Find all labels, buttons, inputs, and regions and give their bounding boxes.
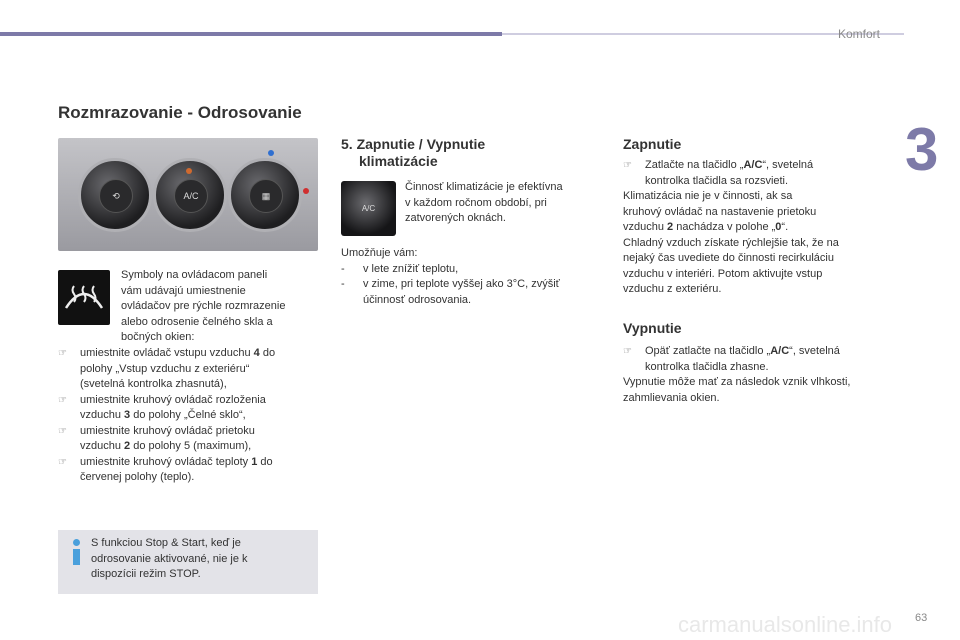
section-label: Komfort (838, 27, 881, 41)
hot-dot (303, 188, 309, 194)
step-item (58, 424, 318, 455)
step-text: umiestnite kruhový ovládač rozloženia (80, 393, 266, 406)
distribution-knob (78, 158, 152, 232)
step-text: umiestnite kruhový ovládač teploty (80, 455, 252, 468)
step-text: Opäť zatlačte na tlačidlo „ (645, 345, 771, 357)
step-text: “, svetelná (789, 345, 840, 357)
on-line: vzduchu v interiéri. Potom aktivujte vstup (623, 267, 823, 280)
defrost-intro (121, 268, 321, 346)
info-icon (72, 539, 80, 565)
off-heading: Vypnutie (623, 320, 682, 336)
info-box (58, 530, 318, 594)
watermark: carmanualsonline.info (678, 612, 893, 637)
step-text: kontrolka tlačidla sa rozsvieti. (645, 174, 789, 187)
intro-line: bočných okien: (121, 331, 195, 343)
info-text (91, 536, 311, 583)
on-line: vzduchu (623, 221, 668, 233)
step-text: kontrolka tlačidla zhasne. (645, 360, 769, 373)
page-title: Rozmrazovanie - Odrosovanie (58, 103, 302, 122)
ac-button-icon: A/C (174, 179, 208, 213)
off-step (623, 344, 893, 375)
pointer-icon: ☞ (623, 160, 632, 171)
intro-line: ovládačov pre rýchle rozmrazenie (121, 300, 286, 312)
ac-description (405, 180, 595, 227)
on-section (623, 158, 893, 298)
ac-label: A/C (743, 159, 763, 171)
benefit-item: - v zime, pri teplote vyššej ako 3°C, zvýšiť účinnosť odrosovania. (341, 277, 601, 308)
rear-defrost-icon: ▦ (249, 179, 283, 213)
step-text: (svetelná kontrolka zhasnutá), (80, 378, 227, 390)
benefit-item: - v lete znížiť teplotu, (341, 262, 459, 275)
ac-label: A/C (770, 345, 790, 357)
off-line: zahmlievania okien. (623, 391, 720, 404)
desc-line: Činnosť klimatizácie je efektívna (405, 181, 563, 193)
benefit-text: účinnosť odrosovania. (363, 293, 472, 306)
step-item (58, 346, 318, 393)
pointer-icon: ☞ (58, 425, 67, 437)
on-heading: Zapnutie (623, 136, 682, 152)
step-text: vzduchu (80, 409, 125, 421)
step-number: 2 (124, 440, 131, 452)
off-section (623, 344, 893, 406)
defrost-steps (58, 346, 318, 486)
step-item (58, 393, 318, 424)
pointer-icon: ☞ (58, 348, 67, 359)
step-text: vzduchu (80, 440, 125, 452)
on-line: vzduchu z exteriéru. (623, 283, 722, 295)
intro-line: vám udávajú umiestnenie (121, 284, 246, 297)
climate-panel-image (58, 138, 318, 251)
step-text: do (259, 347, 276, 359)
off-line: Vypnutie môže mať za následok vznik vlhkosti, (623, 376, 851, 388)
ac-section-heading (341, 136, 485, 170)
pointer-icon: ☞ (58, 456, 67, 468)
info-line: odrosovanie aktivované, nie je k (91, 552, 248, 565)
step-text: červenej polohy (teplo). (80, 471, 195, 483)
step-number: 0 (775, 221, 782, 233)
desc-line: zatvorených oknách. (405, 212, 506, 224)
page-number: 63 (915, 612, 928, 624)
benefit-text: v zime, pri teplote vyššej ako 3°C, zvýšiť (363, 278, 560, 290)
on-line: Chladný vzduch získate rýchlejšie tak, že na (623, 236, 839, 249)
step-text: “, svetelná (762, 159, 814, 171)
info-line: S funkciou Stop & Start, keď je (91, 537, 241, 549)
windscreen-defrost-icon (58, 270, 110, 325)
pointer-icon: ☞ (58, 394, 67, 406)
step-text: polohy „Vstup vzduchu z exteriéru“ (80, 362, 250, 375)
ac-benefits (341, 246, 601, 308)
benefit-text: v lete znížiť teplotu, (363, 262, 459, 275)
ac-indicator-dot (186, 168, 192, 174)
step-text: Zatlačte na tlačidlo „ (645, 159, 744, 171)
intro-line: Symboly na ovládacom paneli (121, 269, 268, 281)
cold-dot (268, 150, 274, 156)
on-line: nejaký čas uvediete do činnosti recirkuláciu (623, 252, 834, 264)
heading-line: 5. Zapnutie / Vypnutie (341, 136, 486, 152)
step-number: 2 (667, 221, 674, 233)
step-number: 4 (253, 347, 260, 359)
allows-text: Umožňuje vám: (341, 247, 418, 259)
step-item (58, 455, 318, 486)
step-text: do polohy 5 (maximum), (130, 440, 252, 452)
pointer-icon: ☞ (623, 346, 632, 357)
step-text: do (257, 455, 273, 468)
on-line: “. (781, 221, 789, 233)
on-line: kruhový ovládač na nastavenie prietoku (623, 205, 817, 218)
ac-button-image: A/C (341, 181, 396, 236)
on-line: nachádza v polohe „ (673, 221, 776, 233)
step-text: umiestnite ovládač vstupu vzduchu (80, 347, 254, 359)
info-line: dispozícii režim STOP. (91, 568, 201, 580)
temperature-knob (228, 158, 302, 232)
distribution-knob-icon: ⟲ (99, 179, 133, 213)
desc-line: v každom ročnom období, pri (405, 196, 547, 209)
step-text: umiestnite kruhový ovládač prietoku (80, 424, 255, 437)
step-number: 1 (251, 455, 258, 468)
chapter-number: 3 (905, 116, 939, 183)
intro-line: alebo odrosenie čelného skla a (121, 315, 273, 328)
header-bar (0, 32, 502, 36)
on-line: Klimatizácia nie je v činnosti, ak sa (623, 190, 793, 202)
step-text: do polohy „Čelné sklo“, (130, 409, 246, 421)
step-number: 3 (124, 409, 131, 421)
heading-line: klimatizácie (359, 153, 438, 169)
on-step (623, 158, 893, 189)
